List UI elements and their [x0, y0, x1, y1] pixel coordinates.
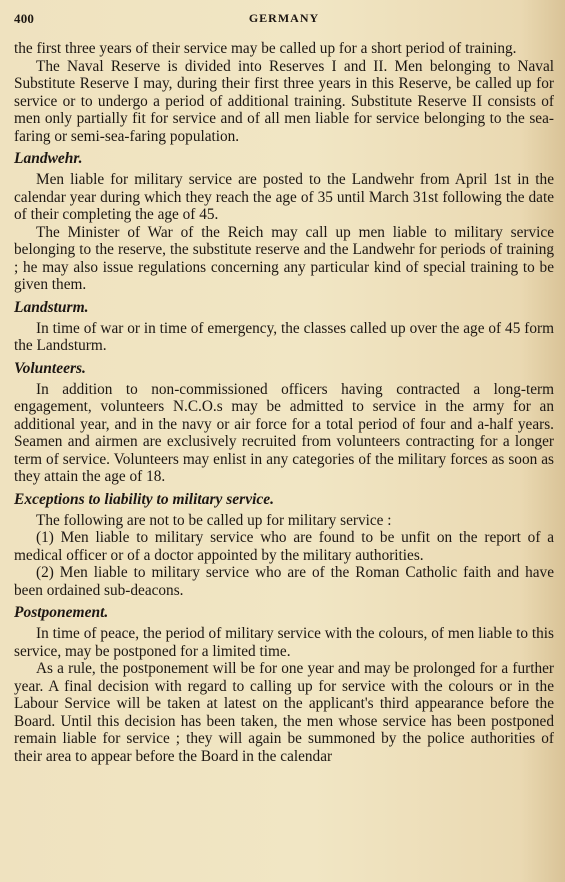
running-title: GERMANY: [248, 11, 320, 25]
paragraph-continuation: the first three years of their service may be called up for a short period of training.: [14, 40, 517, 57]
section-heading-landwehr: Landwehr.: [14, 150, 83, 167]
paragraph-volunteers: In addition to non-commissioned officers having contracted a long-term engagement, volunteers N.C.O.s may be admitted to service in the army for an additional year, and in the navy or air force for a total period of four and a-half years. Seamen and airmen are exclusively recruited from volunteers contracting for a longer term of service. Volunteers may enlist in any categories of the military forces as soon as they attain the age of 18.: [14, 380, 554, 485]
paragraph-exceptions-intro: The following are not to be called up for military service :: [36, 511, 392, 529]
paragraph-landwehr-posting: Men liable for military service are posted to the Landwehr from April 1st in the calendar year during which they reach the age of 35 until March 31st following the date of their completing the age of 45.: [14, 171, 554, 223]
paragraph-exception-1: (1) Men liable to military service who are found to be unfit on the report of a medical officer or of a doctor appointed by the military authorities.: [14, 529, 554, 564]
page-header: [14, 10, 554, 32]
paragraph-landsturm: In time of war or in time of emergency, the classes called up over the age of 45 form the Landsturm.: [14, 319, 554, 354]
paragraph-postponement-peace: In time of peace, the period of military service with the colours, of men liable to this service, may be postponed for a limited time.: [14, 625, 554, 660]
paragraph-landwehr-training: The Minister of War of the Reich may call up men liable to military service belonging to the reserve, the substitute reserve and the Landwehr for periods of training ; he may also issue regulations concerning any particular kind of special training to be given them.: [14, 223, 554, 293]
paragraph-exception-2: (2) Men liable to military service who are of the Roman Catholic faith and have been ordained sub-deacons.: [14, 564, 554, 599]
section-heading-postponement: Postponement.: [14, 604, 109, 621]
paragraph-postponement-rule: As a rule, the postponement will be for one year and may be prolonged for a further year. A final decision with regard to calling up for service with the colours or in the Labour Service will be taken at latest on the applicant's third appearance before the Board. Until this decision has been taken, the men whose service has been postponed remain liable for service ; they will again be summoned by the police authorities of their area to appear before the Board in the calendar: [14, 660, 554, 765]
section-heading-exceptions: Exceptions to liability to military service.: [14, 490, 275, 508]
section-heading-landsturm: Landsturm.: [14, 298, 89, 316]
page-number: 400: [14, 11, 35, 26]
page-body: [14, 40, 554, 765]
section-heading-volunteers: Volunteers.: [14, 359, 86, 377]
paragraph-naval-reserve: The Naval Reserve is divided into Reserves I and II. Men belonging to Naval Substitute Reserve I may, during their first three years in this Reserve, be called up for service or to undergo a period of additional training. Substitute Reserve II consists of men only partially fit for service and of all men liable for service belonging to the sea-faring or semi-sea-faring population.: [14, 57, 554, 145]
